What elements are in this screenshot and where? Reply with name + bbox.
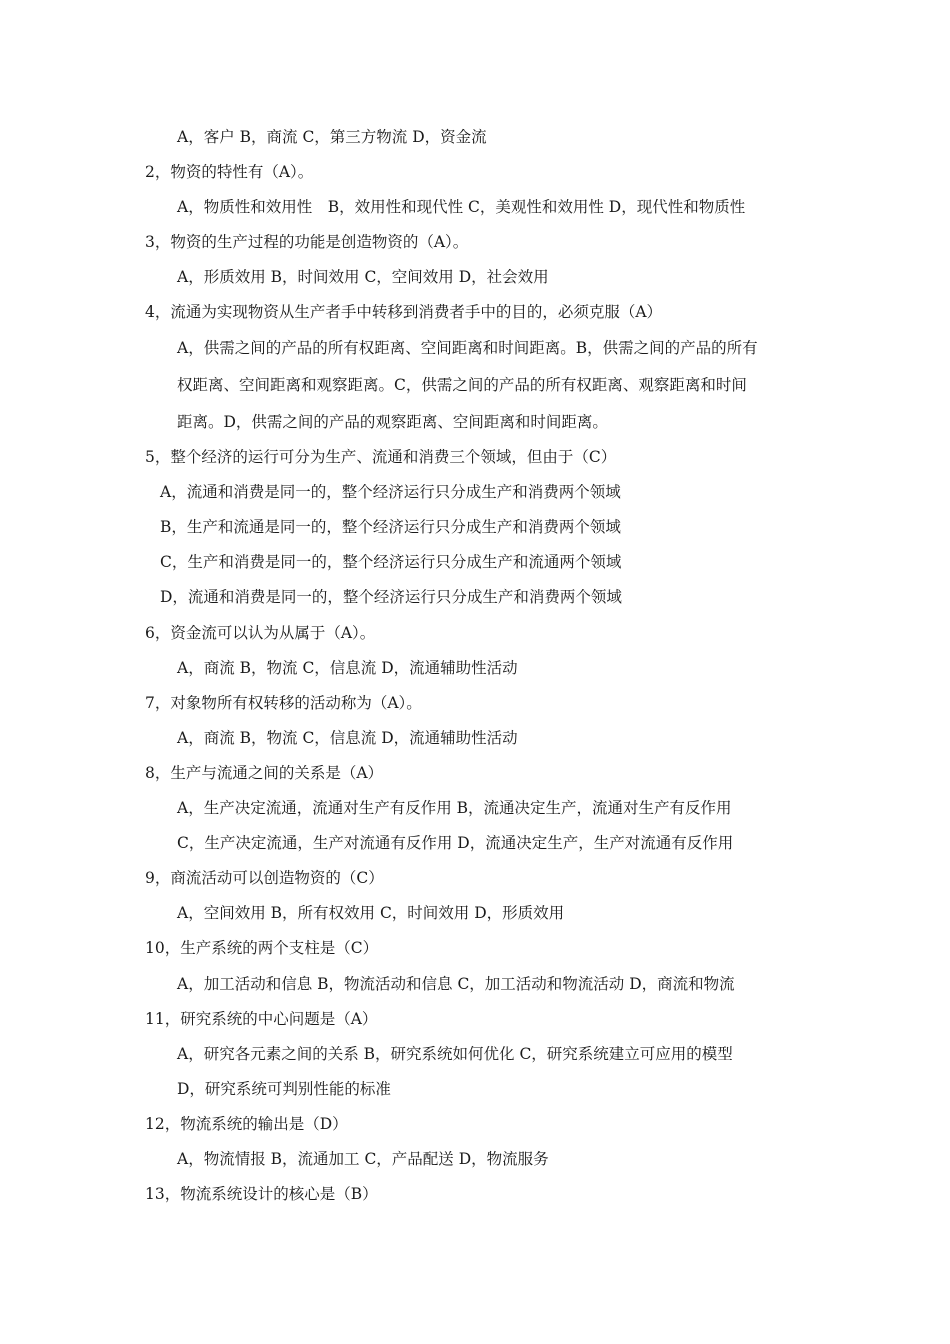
answer-options-4c: 距离。D，供需之间的产品的观察距离、空间距离和时间距离。	[177, 413, 608, 431]
answer-options-4a: A，供需之间的产品的所有权距离、空间距离和时间距离。B，供需之间的产品的所有	[177, 339, 758, 357]
question-7: 7，对象物所有权转移的活动称为（A）。	[145, 694, 422, 712]
answer-options-10: A，加工活动和信息 B，物流活动和信息 C，加工活动和物流活动 D，商流和物流	[177, 975, 735, 993]
answer-options-11a: A，研究各元素之间的关系 B，研究系统如何优化 C，研究系统建立可应用的模型	[177, 1045, 733, 1063]
question-12: 12，物流系统的输出是（D）	[145, 1115, 348, 1133]
question-5: 5，整个经济的运行可分为生产、流通和消费三个领域，但由于（C）	[145, 448, 617, 466]
answer-option-5a: A，流通和消费是同一的，整个经济运行只分成生产和消费两个领域	[160, 483, 621, 501]
answer-options-8a: A，生产决定流通，流通对生产有反作用 B，流通决定生产，流通对生产有反作用	[177, 799, 732, 817]
question-2: 2，物资的特性有（A）。	[145, 163, 314, 181]
question-6: 6，资金流可以认为从属于（A）。	[145, 624, 376, 642]
answer-options-8b: C，生产决定流通，生产对流通有反作用 D，流通决定生产，生产对流通有反作用	[177, 834, 734, 852]
answer-options-11b: D，研究系统可判别性能的标准	[177, 1080, 391, 1098]
question-13: 13，物流系统设计的核心是（B）	[145, 1185, 378, 1203]
answer-option-5b: B，生产和流通是同一的，整个经济运行只分成生产和消费两个领域	[160, 518, 621, 536]
answer-options-9: A，空间效用 B，所有权效用 C，时间效用 D，形质效用	[177, 904, 565, 922]
answer-options-1: A，客户 B，商流 C，第三方物流 D，资金流	[177, 128, 487, 146]
question-10: 10，生产系统的两个支柱是（C）	[145, 939, 379, 957]
answer-options-12: A，物流情报 B，流通加工 C，产品配送 D，物流服务	[177, 1150, 549, 1168]
question-8: 8，生产与流通之间的关系是（A）	[145, 764, 384, 782]
answer-options-3: A，形质效用 B，时间效用 C，空间效用 D，社会效用	[177, 268, 549, 286]
question-4: 4，流通为实现物资从生产者手中转移到消费者手中的目的，必须克服（A）	[145, 303, 663, 321]
answer-option-5c: C，生产和消费是同一的，整个经济运行只分成生产和流通两个领域	[160, 553, 622, 571]
answer-options-4b: 权距离、空间距离和观察距离。C，供需之间的产品的所有权距离、观察距离和时间	[177, 376, 747, 394]
answer-options-6: A，商流 B，物流 C，信息流 D，流通辅助性活动	[177, 659, 518, 677]
answer-option-5d: D，流通和消费是同一的，整个经济运行只分成生产和消费两个领域	[160, 588, 622, 606]
answer-options-2: A，物质性和效用性 B，效用性和现代性 C，美观性和效用性 D，现代性和物质性	[177, 198, 746, 216]
question-11: 11，研究系统的中心问题是（A）	[145, 1010, 378, 1028]
question-3: 3，物资的生产过程的功能是创造物资的（A）。	[145, 233, 469, 251]
question-9: 9，商流活动可以创造物资的（C）	[145, 869, 384, 887]
answer-options-7: A，商流 B，物流 C，信息流 D，流通辅助性活动	[177, 729, 518, 747]
